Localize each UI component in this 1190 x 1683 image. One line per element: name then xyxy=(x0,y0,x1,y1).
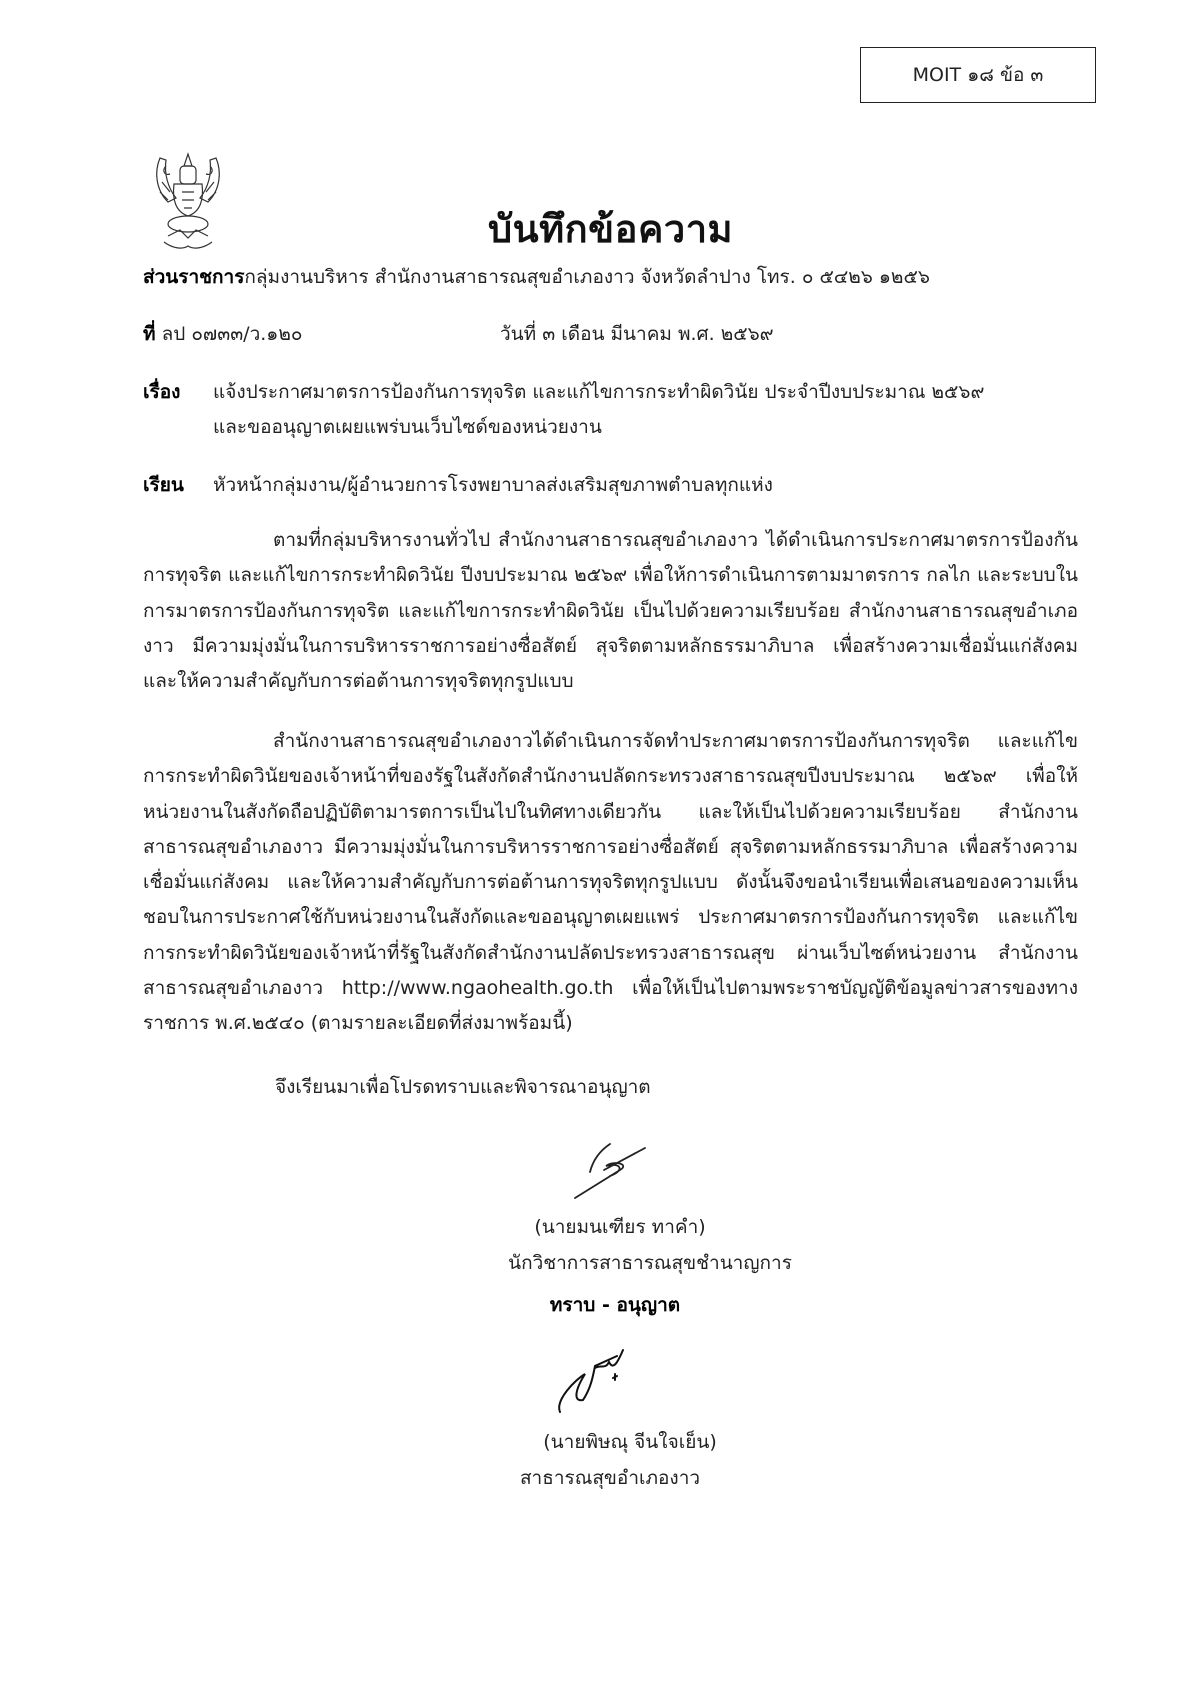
recipient-label: เรียน xyxy=(143,474,184,496)
subject-line-2: และขออนุญาตเผยแพร่บนเว็บไซด์ของหน่วยงาน xyxy=(213,416,602,438)
reference-code-box xyxy=(860,47,1096,103)
subject-line-1: แจ้งประกาศมาตรการป้องกันการทุจริต และแก้ไขการกระทำผิดวินัย ประจำปีงบประมาณ ๒๕๖๙ xyxy=(213,381,985,403)
body-paragraph-1 xyxy=(143,523,1078,699)
signature-1-icon xyxy=(570,1140,650,1204)
department-line xyxy=(143,262,930,292)
reference-number-line xyxy=(143,319,302,349)
department-label: ส่วนราชการ xyxy=(143,266,245,288)
document-title: บันทึกข้อความ xyxy=(488,207,734,251)
department-value: กลุ่มงานบริหาร สำนักงานสาธารณสุขอำเภองาว จังหวัดลำปาง โทร. ๐ ๕๔๒๖ ๑๒๕๖ xyxy=(244,266,930,288)
signatory-1-name: (นายมนเฑียร ทาคำ) xyxy=(534,1216,706,1238)
paragraph-2-text: สำนักงานสาธารณสุขอำเภองาวได้ดำเนินการจัดทำประกาศมาตรการป้องกันการทุจริต และแก้ไขการกระทำผิดวินัยของเจ้าหน้าที่ของรัฐในสังกัดสำนักงานปลัดกระทรวงสาธารณสุขปีงบประมาณ ๒๕๖๙ เพื่อให้หน่วยงานในสังกัดถือปฏิบัติตามารตการเป็นไปในทิศทางเดียวกัน และให้เป็นไปด้วยความเรียบร้อย สำนักงานสาธารณสุขอำเภองาว มีความมุ่งมั่นในการบริหารราชการอย่างซื่อสัตย์ สุจริตตามหลักธรรมาภิบาล เพื่อสร้างความเชื่อมั่นแก่สังคม และให้ความสำคัญกับการต่อต้านการทุจริตทุกรูปแบบ ดังนั้นจึงขอนำเรียนเพื่อเสนอของความเห็นชอบในการประกาศใช้กับหน่วยงานในสังกัดและขออนุญาตเผยแพร่ ประกาศมาตรการป้องกันการทุจริต และแก้ไขการกระทำผิดวินัยของเจ้าหน้าที่รัฐในสังกัดสำนักงานปลัดประทรวงสาธารณสุข ผ่านเว็บไซต์หน่วยงาน สำนักงานสาธารณสุขอำเภองาว http://www.ngaohealth.go.th เพื่อให้เป็นไปตามพระราชบัญญัติข้อมูลข่าวสารของทางราชการ พ.ศ.๒๕๔๐ (ตามรายละเอียดที่ส่งมาพร้อมนี้) xyxy=(143,730,1078,1035)
date-line xyxy=(500,319,774,349)
closing-line: จึงเรียนมาเพื่อโปรดทราบและพิจารณาอนุญาต xyxy=(275,1076,651,1098)
garuda-emblem-icon xyxy=(152,152,224,252)
subject-label: เรื่อง xyxy=(143,381,181,403)
signature-2-icon xyxy=(555,1340,655,1419)
recipient-value: หัวหน้ากลุ่มงาน/ผู้อำนวยการโรงพยาบาลส่งเสริมสุขภาพตำบลทุกแห่ง xyxy=(213,474,773,496)
signatory-2-position: สาธารณสุขอำเภองาว xyxy=(519,1467,701,1489)
reference-label: ที่ xyxy=(143,323,156,345)
paragraph-1-text: ตามที่กลุ่มบริหารงานทั่วไป สำนักงานสาธารณสุขอำเภองาว ได้ดำเนินการประกาศมาตรการป้องกันการทุจริต และแก้ไขการกระทำผิดวินัย ปีงบประมาณ ๒๕๖๙ เพื่อให้การดำเนินการตามมาตรการ กลไก และระบบในการมาตรการป้องกันการทุจริต และแก้ไขการกระทำผิดวินัย เป็นไปด้วยความเรียบร้อย สำนักงานสาธารณสุขอำเภองาว มีความมุ่งมั่นในการบริหารราชการอย่างซื่อสัตย์ สุจริตตามหลักธรรมาภิบาล เพื่อสร้างความเชื่อมั่นแก่สังคม และให้ความสำคัญกับการต่อต้านการทุจริตทุกรูปแบบ xyxy=(143,529,1078,693)
body-paragraph-2 xyxy=(143,724,1078,1042)
signatory-2-name: (นายพิษณุ จีนใจเย็น) xyxy=(543,1431,717,1453)
reference-value: ลป ๐๗๓๓/ว.๑๒๐ xyxy=(161,323,303,345)
date-value: ๓ เดือน มีนาคม พ.ศ. ๒๕๖๙ xyxy=(542,323,774,345)
reference-code: MOIT ๑๘ ข้อ ๓ xyxy=(912,64,1044,86)
date-label: วันที่ xyxy=(500,323,537,345)
approval-text: ทราบ - อนุญาต xyxy=(549,1294,681,1316)
signatory-1-position: นักวิชาการสาธารณสุขชำนาญการ xyxy=(508,1252,792,1274)
